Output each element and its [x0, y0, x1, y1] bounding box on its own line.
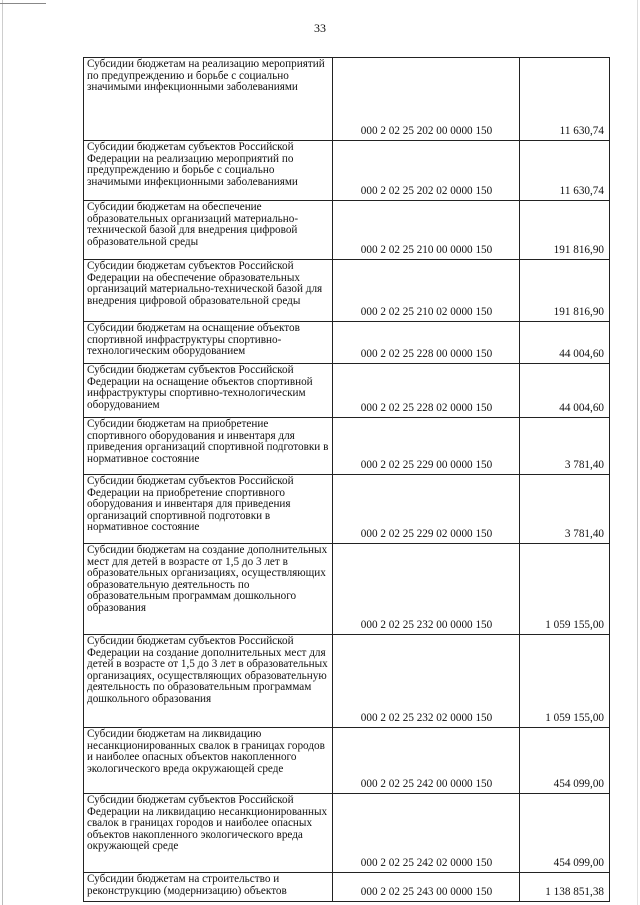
- row-description: Субсидии бюджетам на ликвидацию несанкционированных свалок в границах городов и наиболее опасных объектов накопленного экологического вреда окружающей среде: [84, 728, 333, 794]
- row-description: Субсидии бюджетам субъектов Российской Федерации на ликвидацию несанкционированных свалок в границах городов и наиболее опасных объектов накопленного экологического вреда окружающей среде: [84, 794, 333, 873]
- row-description: Субсидии бюджетам субъектов Российской Федерации на приобретение спортивного оборудования и инвентаря для приведения организаций спортивной подготовки в нормативное состояние: [84, 475, 333, 544]
- budget-classification-code: 000 2 02 25 229 00 0000 150: [333, 418, 520, 475]
- row-amount: 454 099,00: [520, 728, 610, 794]
- budget-classification-code: 000 2 02 25 210 00 0000 150: [333, 201, 520, 260]
- table-row: [84, 58, 610, 141]
- row-amount: 44 004,60: [520, 364, 610, 418]
- table-row: [84, 873, 610, 902]
- budget-classification-code: 000 2 02 25 202 02 0000 150: [333, 141, 520, 201]
- budget-classification-code: 000 2 02 25 242 00 0000 150: [333, 728, 520, 794]
- budget-revenue-table: [83, 57, 610, 902]
- row-description: Субсидии бюджетам на строительство и реконструкцию (модернизацию) объектов: [84, 873, 333, 902]
- page-number: 33: [314, 21, 326, 35]
- row-description: Субсидии бюджетам на приобретение спортивного оборудования и инвентаря для приведения организаций спортивной подготовки в нормативное состояние: [84, 418, 333, 475]
- row-amount: 1 138 851,38: [520, 873, 610, 902]
- row-amount: 1 059 155,00: [520, 635, 610, 728]
- scan-right-edge: [637, 0, 638, 905]
- table-row: [84, 141, 610, 201]
- row-amount: 191 816,90: [520, 260, 610, 322]
- row-description: Субсидии бюджетам субъектов Российской Федерации на оснащение объектов спортивной инфраструктуры спортивно-технологическим оборудованием: [84, 364, 333, 418]
- budget-classification-code: 000 2 02 25 229 02 0000 150: [333, 475, 520, 544]
- row-amount: 3 781,40: [520, 418, 610, 475]
- table-row: [84, 728, 610, 794]
- table-row: [84, 260, 610, 322]
- table-row: [84, 544, 610, 635]
- table-row: [84, 794, 610, 873]
- row-description: Субсидии бюджетам субъектов Российской Федерации на реализацию мероприятий по предупреждению и борьбе с социально значимыми инфекционными заболеваниями: [84, 141, 333, 201]
- table-row: [84, 475, 610, 544]
- row-description: Субсидии бюджетам на оснащение объектов спортивной инфраструктуры спортивно-технологическим оборудованием: [84, 322, 333, 364]
- budget-classification-code: 000 2 02 25 228 00 0000 150: [333, 322, 520, 364]
- budget-classification-code: 000 2 02 25 242 02 0000 150: [333, 794, 520, 873]
- row-amount: 11 630,74: [520, 141, 610, 201]
- row-amount: 3 781,40: [520, 475, 610, 544]
- row-amount: 191 816,90: [520, 201, 610, 260]
- row-description: Субсидии бюджетам на реализацию мероприятий по предупреждению и борьбе с социально значимыми инфекционными заболеваниями: [84, 58, 333, 141]
- row-amount: 11 630,74: [520, 58, 610, 141]
- budget-classification-code: 000 2 02 25 202 00 0000 150: [333, 58, 520, 141]
- table-row: [84, 322, 610, 364]
- row-amount: 1 059 155,00: [520, 544, 610, 635]
- row-description: Субсидии бюджетам на создание дополнительных мест для детей в возрасте от 1,5 до 3 лет в образовательных организациях, осуществляющих образовательную деятельность по образовательным программам дошкольного образования: [84, 544, 333, 635]
- scan-corner-mark: [0, 3, 46, 4]
- table-row: [84, 635, 610, 728]
- row-description: Субсидии бюджетам субъектов Российской Федерации на создание дополнительных мест для детей в возрасте от 1,5 до 3 лет в образовательных организациях, осуществляющих образовательную деятельность по образовательным программам дошкольного образования: [84, 635, 333, 728]
- budget-classification-code: 000 2 02 25 232 00 0000 150: [333, 544, 520, 635]
- table-row: [84, 364, 610, 418]
- table-row: [84, 418, 610, 475]
- budget-classification-code: 000 2 02 25 243 00 0000 150: [333, 873, 520, 902]
- row-description: Субсидии бюджетам субъектов Российской Федерации на обеспечение образовательных организаций материально-технической базой для внедрения цифровой образовательной среды: [84, 260, 333, 322]
- budget-classification-code: 000 2 02 25 210 02 0000 150: [333, 260, 520, 322]
- budget-classification-code: 000 2 02 25 232 02 0000 150: [333, 635, 520, 728]
- row-amount: 454 099,00: [520, 794, 610, 873]
- budget-classification-code: 000 2 02 25 228 02 0000 150: [333, 364, 520, 418]
- row-description: Субсидии бюджетам на обеспечение образовательных организаций материально-технической базой для внедрения цифровой образовательной среды: [84, 201, 333, 260]
- row-amount: 44 004,60: [520, 322, 610, 364]
- table-row: [84, 201, 610, 260]
- scan-left-edge: [2, 0, 3, 905]
